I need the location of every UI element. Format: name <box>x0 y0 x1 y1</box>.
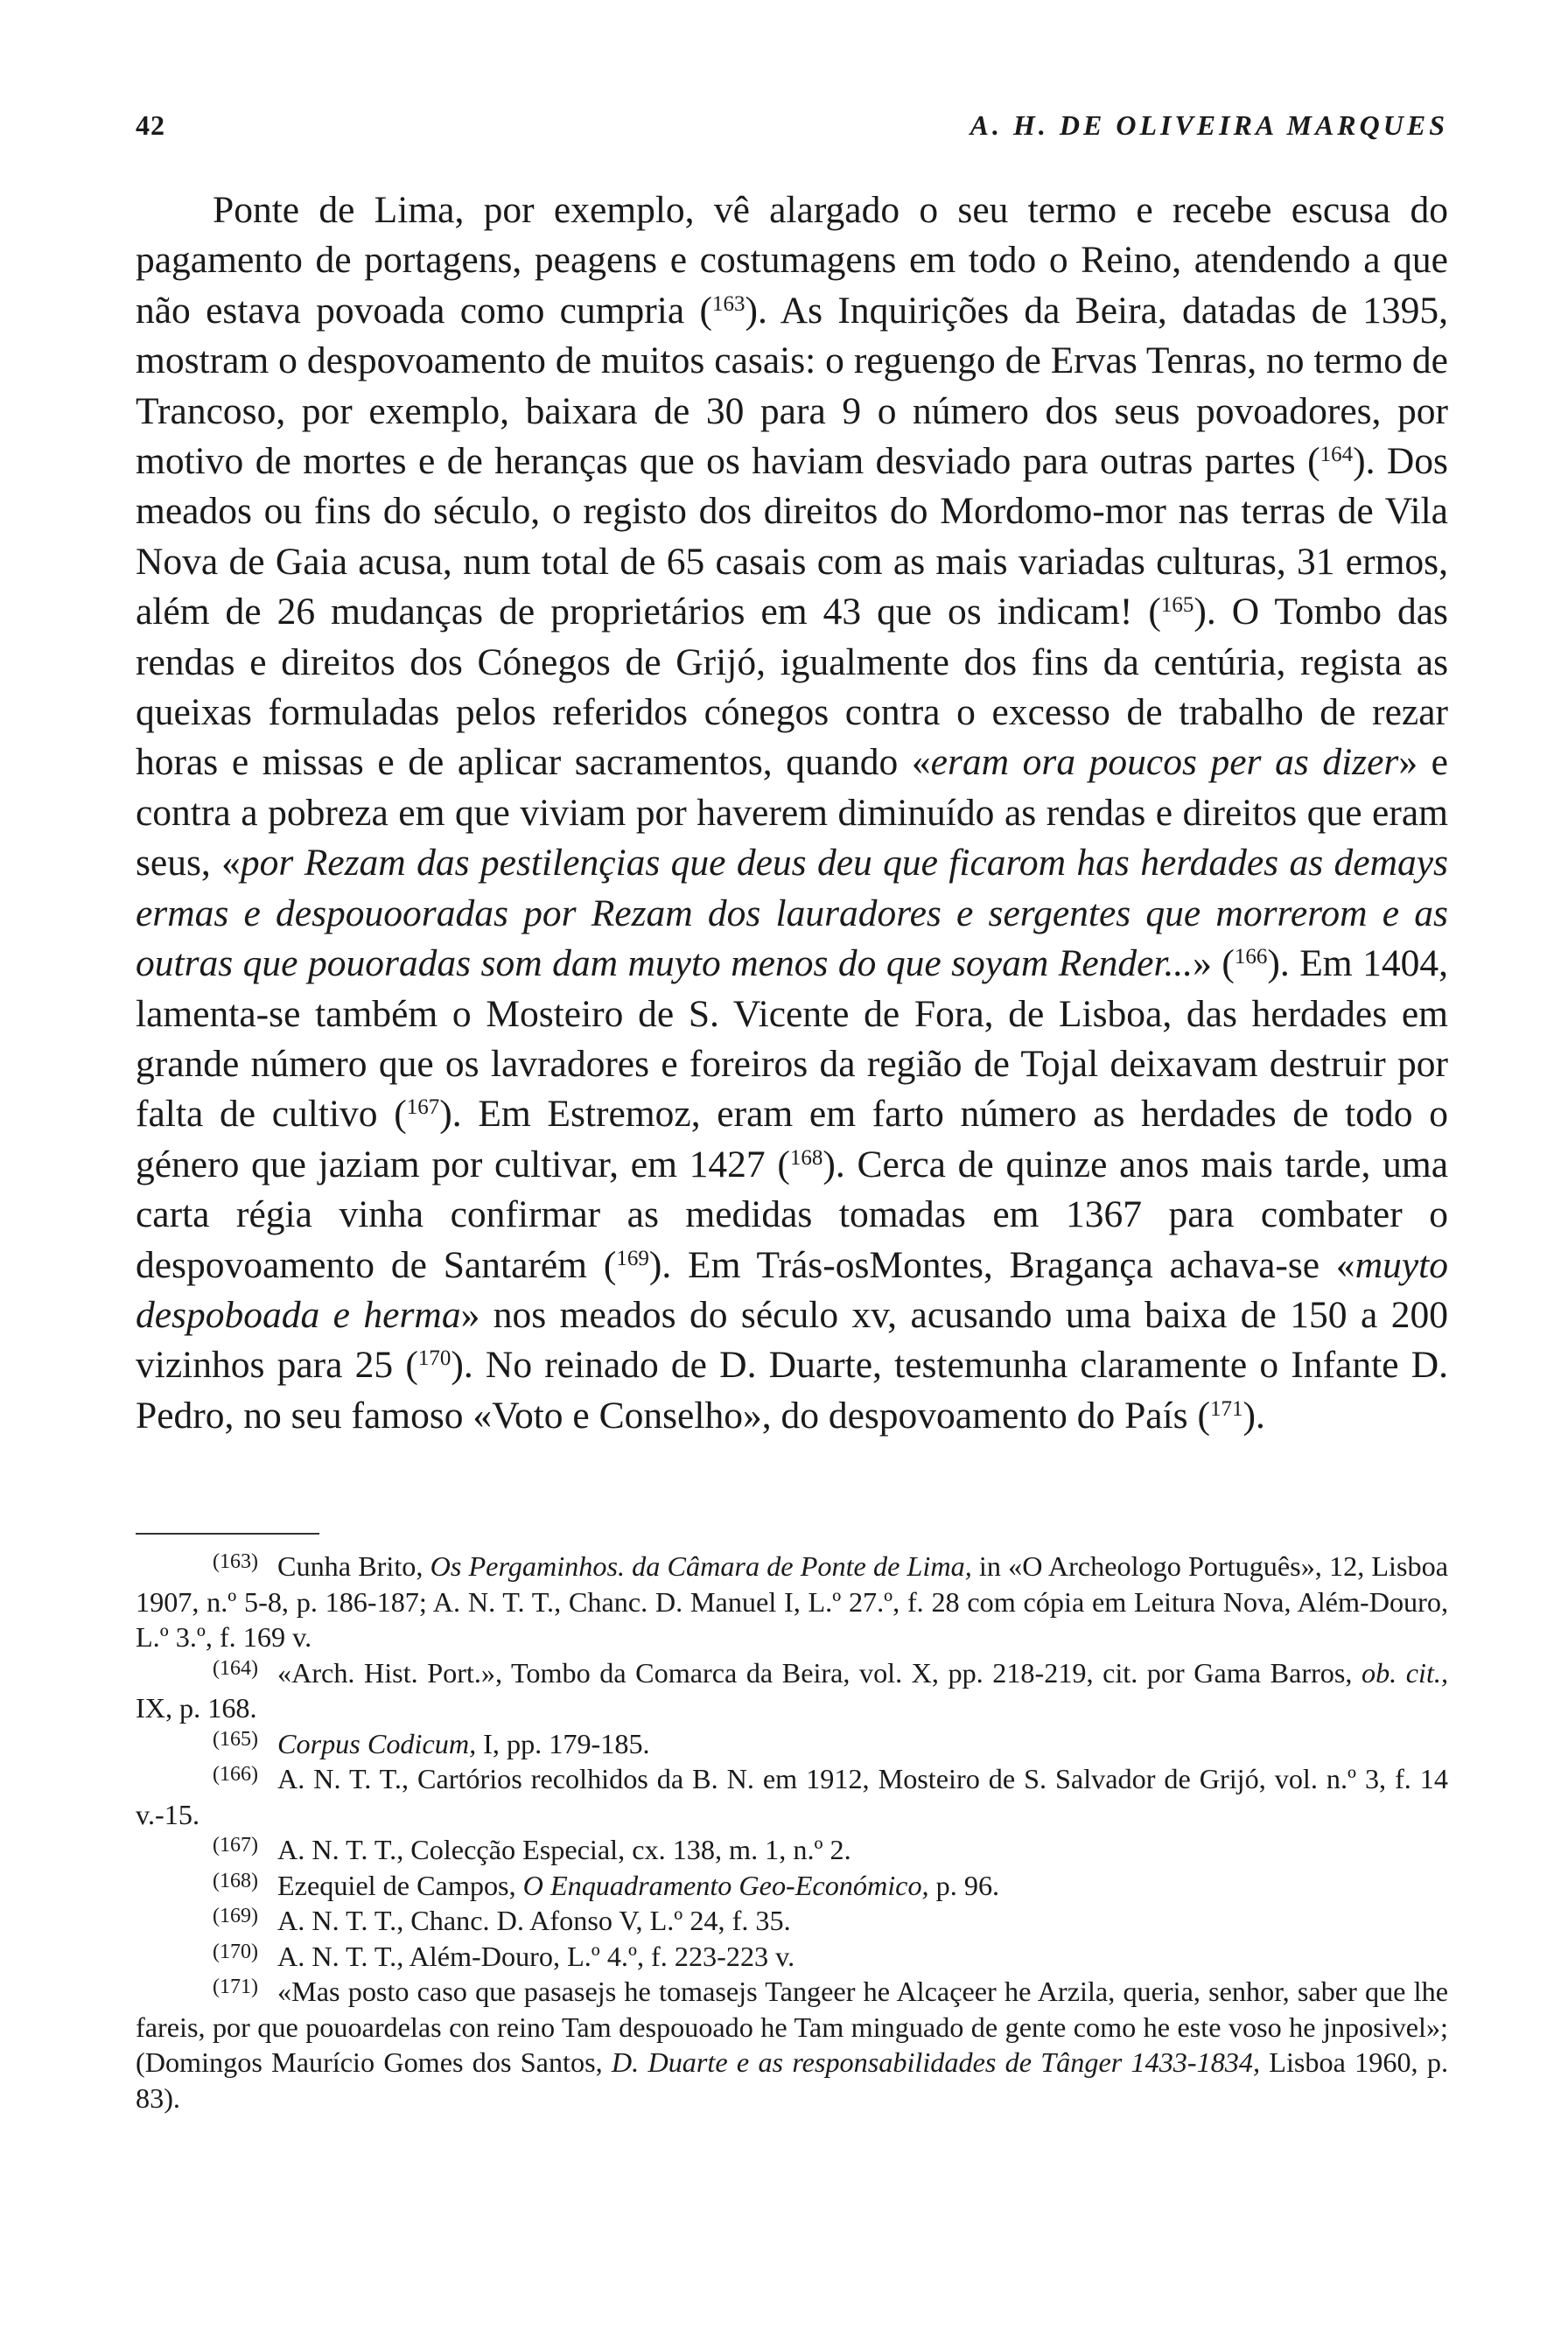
footnote <box>136 1939 1448 1975</box>
footnote-number: ( $^{165}$ ) <box>213 1728 258 1751</box>
body-text-segment: Ponte de Lima, por exemplo, vê alargado o seu termo e recebe escusa do pagamento de portagens, peagens e costumagens em todo o Reino, atendendo a que não estava povoada como cumpria ( <box>136 189 1448 332</box>
footnote-text: I, pp. 179-185. <box>476 1727 650 1759</box>
footnote-italic-title: D. Duarte e as responsabilidades de Tânger 1433-1834, <box>611 2046 1261 2078</box>
footnote <box>136 1761 1448 1832</box>
footnote <box>136 1549 1448 1655</box>
body-text-segment: ). As Inquirições da Beira, datadas de 1395, mostram o despovoamento de muitos casais: o reguengo de Ervas Tenras, no termo de Trancoso, por exemplo, baixara de 30 para 9 o número dos seus povoadores, por motivo de mortes e de heranças que os haviam desviado para outras partes ( <box>136 289 1448 483</box>
body-text-segment: ). No reinado de D. Duarte, testemunha claramente o Infante D. Pedro, no seu famoso «Voto e Conselho», do despovoamento do País ( <box>136 1344 1448 1437</box>
footnote-separator <box>136 1533 319 1535</box>
footnote-number: ( $^{171}$ ) <box>213 1976 258 1998</box>
footnote-text: p. 96. <box>928 1869 1000 1901</box>
italic-quotation: muyto despoboada e herma <box>136 1243 1448 1336</box>
body-text-segment: ). Dos meados ou fins do século, o registo dos direitos do Mordomo-mor nas terras de Vila Nova de Gaia acusa, num total de 65 casais com as mais variadas culturas, 31 ermos, além de 26 mudanças de proprietários em 43 que os indicam! ( <box>136 440 1448 633</box>
footnote-number: ( $^{163}$ ) <box>213 1550 258 1573</box>
footnote-number: ( $^{170}$ ) <box>213 1941 258 1963</box>
footnote-italic-title: O Enquadramento Geo-Económico, <box>522 1869 929 1901</box>
italic-quotation: por Rezam das pestilençias que deus deu que ficarom has herdades as demays ermas e despouooradas por Rezam dos lauradores e sergentes que morrerom e as outras que pouoradas som dam muyto menos do que soyam Render... <box>136 842 1448 985</box>
footnote <box>136 1903 1448 1939</box>
footnote <box>136 1832 1448 1868</box>
footnote-reference: 167 <box>406 1095 440 1120</box>
footnote-text: Lisboa 1960, p. 83). <box>136 2046 1448 2114</box>
body-text-segment: » ( <box>1193 942 1235 985</box>
footnote-text: «Arch. Hist. Port.», Tombo da Comarca da Beira, vol. X, pp. 218-219, cit. por Gama Barros, <box>277 1656 1362 1689</box>
footnote-text: A. N. T. T., Chanc. D. Afonso V, L.º 24, f. 35. <box>277 1905 791 1936</box>
body-text-segment: ). O Tombo das rendas e direitos dos Cónegos de Grijó, igualmente dos fins da centúria, regista as queixas formuladas pelos referidos cónegos contra o excesso de trabalho de rezar horas e missas e de aplicar sacramentos, quando « <box>136 591 1448 784</box>
body-text-segment: ). <box>1242 1394 1265 1437</box>
footnote-reference: 169 <box>616 1246 649 1270</box>
footnote-reference: 164 <box>1320 443 1354 467</box>
body-text <box>136 185 1448 1441</box>
body-text-segment: » nos meados do século xv, acusando uma baixa de 150 a 200 vizinhos para 25 ( <box>136 1293 1448 1387</box>
body-text-segment: » e contra a pobreza em que viviam por haverem diminuído as rendas e direitos que eram seus, « <box>136 741 1448 885</box>
footnote-text: Cunha Brito, <box>277 1550 430 1582</box>
footnote-text: A. N. T. T., Além-Douro, L.º 4.º, f. 223-223 v. <box>277 1940 795 1972</box>
footnote-reference: 163 <box>711 291 746 316</box>
footnote <box>136 1726 1448 1762</box>
running-head <box>136 109 1448 144</box>
body-paragraph <box>136 185 1448 1441</box>
footnotes <box>136 1549 1448 2116</box>
footnote-number: ( $^{167}$ ) <box>213 1834 258 1857</box>
body-text-segment: ). Em Estremoz, eram em farto número as herdades de todo o género que jaziam por cultivar, em 1427 ( <box>136 1093 1448 1185</box>
footnote-number: ( $^{164}$ ) <box>213 1657 258 1680</box>
footnote-text: IX, p. 168. <box>136 1692 257 1724</box>
footnote-italic-title: ob. cit., <box>1361 1656 1448 1689</box>
body-text-segment: ). Em Trás-osMontes, Bragança achava-se « <box>648 1243 1355 1286</box>
footnote-reference: 170 <box>417 1346 452 1371</box>
italic-quotation: eram ora poucos per as dizer <box>930 741 1399 784</box>
page-number: 42 <box>136 109 165 141</box>
footnote-reference: 171 <box>1209 1396 1243 1421</box>
footnote-text: Ezequiel de Campos, <box>277 1869 523 1901</box>
footnote-number: ( $^{166}$ ) <box>213 1763 258 1786</box>
footnote-text: in «O Archeologo Português», 12, Lisboa 1907, n.º 5-8, p. 186-187; A. N. T. T., Chanc. D. Manuel I, L.º 27.º, f. 28 com cópia em Leitura Nova, Além-Douro, L.º 3.º, f. 169 v. <box>136 1550 1449 1653</box>
footnote-text: A. N. T. T., Cartórios recolhidos da B. N. em 1912, Mosteiro de S. Salvador de Grijó, vol. n.º 3, f. 14 v.-15. <box>136 1763 1448 1830</box>
body-text-segment: ). Cerca de quinze anos mais tarde, uma carta régia vinha confirmar as medidas tomadas em 1367 para combater o despovoamento de Santarém ( <box>136 1143 1448 1286</box>
body-text-segment: ). Em 1404, lamenta-se também o Mosteiro de S. Vicente de Fora, de Lisboa, das herdades em grande número que os lavradores e foreiros da região de Tojal deixavam destruir por falta de cultivo ( <box>136 942 1448 1136</box>
footnote-text: A. N. T. T., Colecção Especial, cx. 138, m. 1, n.º 2. <box>277 1834 851 1865</box>
footnote <box>136 1655 1448 1726</box>
footnote-italic-title: Os Pergaminhos. da Câmara de Ponte de Lima, <box>430 1550 972 1582</box>
footnote <box>136 1974 1448 2116</box>
footnote-reference: 166 <box>1234 945 1268 969</box>
footnote-text: «Mas posto caso que pasasejs he tomasejs Tangeer he Alcaçeer he Arzila, queria, senhor, saber que lhe fareis, por que pouoardelas con reino Tam despouoado he Tam minguado de gente como he este voso he jnposivel»; (Domingos Maurício Gomes dos Santos, <box>136 1976 1448 2078</box>
footnote-reference: 168 <box>789 1145 823 1170</box>
footnote-number: ( $^{168}$ ) <box>213 1870 258 1892</box>
footnote-number: ( $^{169}$ ) <box>213 1905 258 1927</box>
footnote <box>136 1868 1448 1904</box>
footnote-italic-title: Corpus Codicum, <box>277 1727 477 1759</box>
footnote-reference: 165 <box>1160 593 1194 618</box>
running-title: A. H. DE OLIVEIRA MARQUES <box>970 109 1448 141</box>
